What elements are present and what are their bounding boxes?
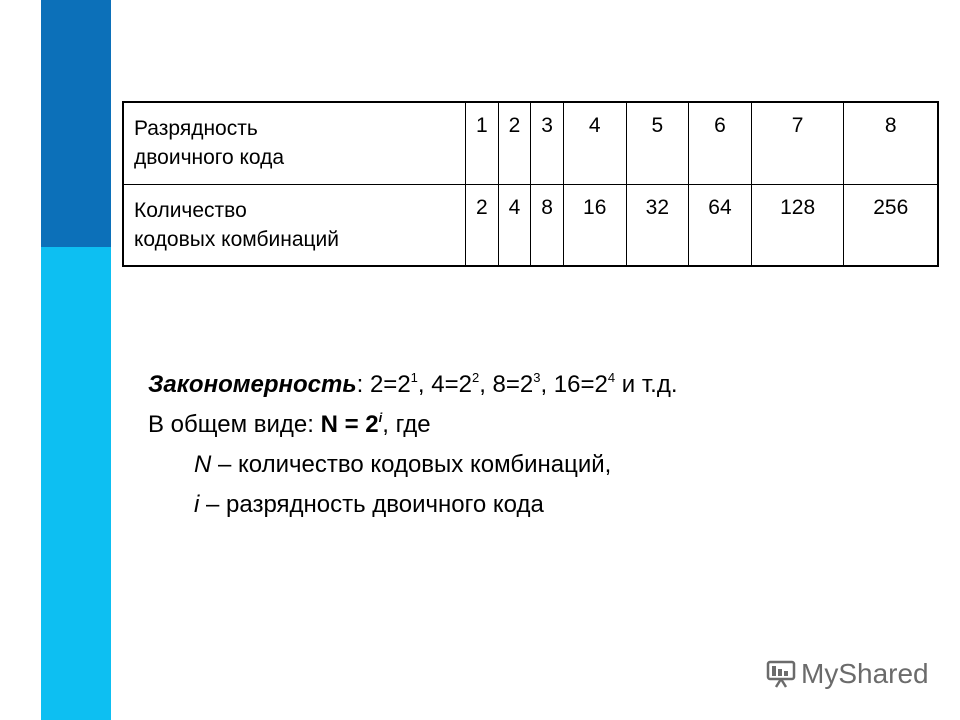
- table-cell: 4: [498, 184, 531, 266]
- general-prefix: В общем виде:: [148, 411, 321, 438]
- row-label: [123, 102, 466, 184]
- table-row: [123, 102, 938, 184]
- table-cell: 64: [689, 184, 752, 266]
- row-label-line: двоичного кода: [134, 146, 285, 170]
- presentation-board-icon: [766, 659, 796, 689]
- general-suffix: , где: [382, 411, 431, 438]
- table-cell: 8: [531, 184, 564, 266]
- pattern-colon: :: [356, 371, 370, 398]
- myshared-logo: [766, 654, 929, 694]
- table-row: [123, 184, 938, 266]
- etc-text: и т.д.: [615, 371, 678, 398]
- pattern-line: [148, 365, 678, 405]
- table-cell: 128: [751, 184, 844, 266]
- table-cell: 5: [626, 102, 689, 184]
- equation: 2=2: [369, 371, 411, 398]
- row-label: [123, 184, 466, 266]
- definition-n-text: – количество кодовых комбинаций,: [211, 451, 612, 478]
- table-cell: 8: [844, 102, 938, 184]
- table-cell: 2: [466, 184, 499, 266]
- row-label-line: кодовых комбинаций: [134, 227, 339, 251]
- accent-bar-light: [41, 247, 111, 720]
- table-cell: 256: [844, 184, 938, 266]
- exponent: 2: [471, 370, 480, 385]
- table-cell: 16: [563, 184, 626, 266]
- table-cell: 3: [531, 102, 564, 184]
- symbol-n: N: [194, 451, 212, 478]
- symbol-i: i: [194, 491, 200, 518]
- binary-code-table: [122, 101, 939, 267]
- row-label-line: Разрядность: [134, 117, 258, 141]
- general-exponent: i: [378, 410, 383, 425]
- definition-i-text: – разрядность двоичного кода: [199, 491, 544, 518]
- equation: , 4=2: [417, 371, 472, 398]
- pattern-word: Закономерность: [148, 371, 357, 398]
- general-formula: N = 2: [320, 411, 379, 438]
- equation: , 16=2: [540, 371, 608, 398]
- logo-text: MyShared: [801, 658, 929, 689]
- table-cell: 32: [626, 184, 689, 266]
- formula-block: [148, 365, 678, 525]
- table-cell: 1: [466, 102, 499, 184]
- table-cell: 6: [689, 102, 752, 184]
- definition-i: [148, 485, 678, 525]
- table-cell: 4: [563, 102, 626, 184]
- general-line: [148, 405, 678, 445]
- table-cell: 2: [498, 102, 531, 184]
- accent-bar-dark: [41, 0, 111, 247]
- table-cell: 7: [751, 102, 844, 184]
- row-label-line: Количество: [134, 198, 247, 222]
- exponent: 4: [607, 370, 616, 385]
- definition-n: [148, 445, 678, 485]
- exponent: 1: [410, 370, 418, 385]
- exponent: 3: [533, 370, 541, 385]
- equation: , 8=2: [479, 371, 534, 398]
